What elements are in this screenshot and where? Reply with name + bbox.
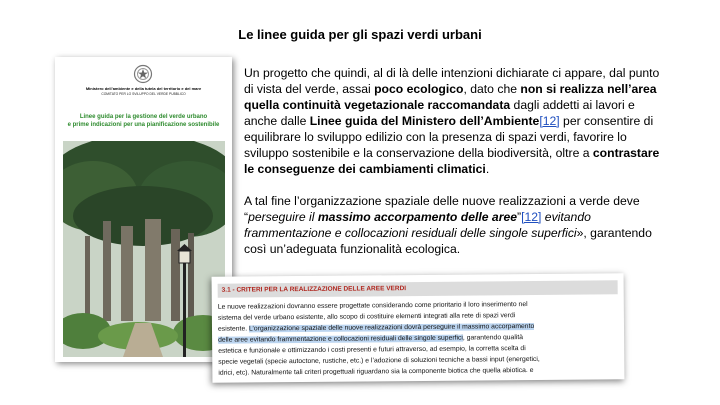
cover-title-line: e prime indicazioni per una pianificazione sostenibile [67, 122, 220, 128]
text: , garantendo qualità [462, 334, 524, 342]
cover-committee: COMITATO PER LO SVILUPPO DEL VERDE PUBBLICO [101, 92, 186, 96]
bold-text: Linee guida del Ministero dell’Ambiente [309, 114, 540, 128]
cover-title [59, 113, 228, 129]
text: », garantendo così un’adeguata funzionalità ecologica. [244, 226, 652, 256]
bold-text: poco ecologico [374, 82, 464, 96]
excerpt-heading-bar [218, 280, 618, 297]
text: ” [517, 210, 522, 224]
excerpt-line: sistema del verde urbano esistente, allo scopo di costituire elementi integrati alla rete di spazi verdi [217, 312, 516, 322]
text: . [485, 162, 490, 176]
document-excerpt [212, 273, 625, 383]
bold-italic-text: massimo accorpamento delle aree [317, 210, 517, 224]
slide-body-text [244, 65, 664, 257]
text: per consentire di equilibrare lo sviluppo edilizio con la presenza di spazi verdi, favorire lo sviluppo sostenibile e la conservazione della biodiversità, oltre a [244, 114, 654, 160]
paragraph-1 [244, 65, 664, 177]
cover-title-line: Linee guida per la gestione del verde urbano [79, 114, 208, 120]
text: Un progetto che quindi, al di là delle intenzioni dichiarate ci appare, dal punto di vista del verde, assai [244, 66, 660, 96]
excerpt-body [218, 298, 617, 378]
highlighted-text: L’organizzazione spaziale delle nuove realizzazioni dovrà perseguire il massimo accorpamento [248, 322, 535, 333]
bold-text: contrastare le conseguenze dei cambiamenti climatici [244, 146, 660, 176]
excerpt-line: Le nuove realizzazioni dovranno essere progettate considerando come prioritario il loro inserimento nel [217, 301, 528, 311]
excerpt-line: estetica e funzionale e ottimizzando i costi presenti e futuri attraverso, ad esempio, la corretta scelta di [218, 345, 526, 355]
italian-republic-emblem-icon [133, 64, 153, 84]
highlighted-text: delle aree evitando frammentazione e collocazioni residuali delle singole superfici [218, 334, 463, 344]
paragraph-2 [244, 193, 664, 257]
italic-text: evitando frammentazione e collocazioni residuali delle singole superfici [244, 210, 591, 240]
slide-title: Le linee guida per gli spazi verdi urbani [238, 27, 482, 42]
text: esistente. [217, 325, 250, 333]
text: , dato che [463, 82, 521, 96]
cover-tree-photo [63, 141, 225, 357]
cover-ministry: Ministero dell’ambiente e della tutela del territorio e del mare [85, 86, 202, 91]
footnote-link[interactable]: [12] [539, 114, 560, 128]
excerpt-line: idrici, etc). Naturalmente tali criteri progettuali riguardano sia la componente biotica che quella abiotica. e [218, 366, 534, 377]
text: dagli addetti ai lavori e anche dalle [244, 98, 635, 128]
excerpt-line: specie vegetali (specie autoctone, rustiche, etc.) e l’adozione di soluzioni tecniche a bassi input (energetici, [218, 355, 540, 366]
text: A tal fine l’organizzazione spaziale delle nuove realizzazioni a verde deve “ [244, 194, 640, 224]
italic-text: perseguire il [248, 210, 318, 224]
footnote-link[interactable]: [12] [521, 210, 542, 224]
bold-text: non si realizza nell’area quella continuità vegetazionale raccomandata [244, 82, 657, 112]
excerpt-heading: 3.1 - CRITERI PER LA REALIZZAZIONE DELLE AREE VERDI [221, 285, 407, 294]
guidelines-cover-image [55, 57, 232, 362]
